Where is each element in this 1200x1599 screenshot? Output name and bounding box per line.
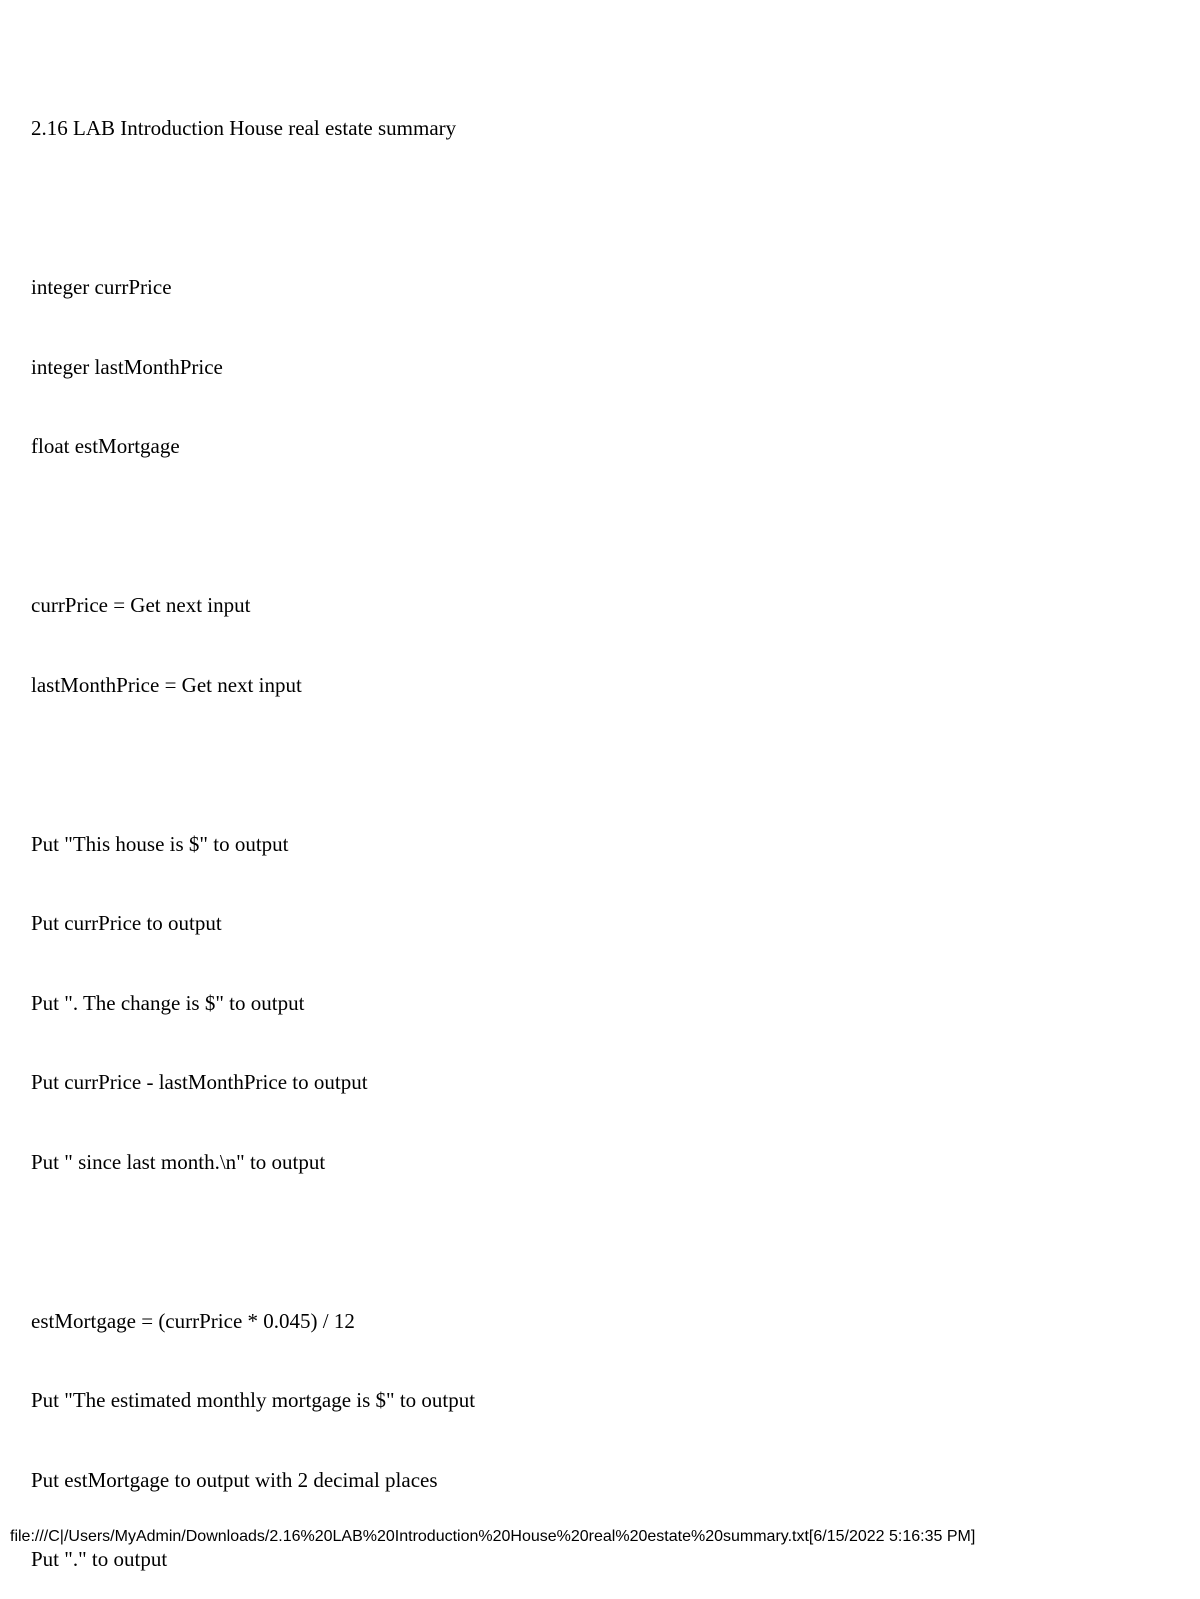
code-line: Put estMortgage to output with 2 decimal places: [31, 1467, 438, 1492]
blank-line: [31, 751, 475, 778]
code-line: integer currPrice: [31, 275, 172, 299]
file-path-footer: file:///C|/Users/MyAdmin/Downloads/2.16%20LAB%20Introduction%20House%20real%20estate%20summary.txt[6/15/2022 5:16:35 PM]: [10, 1528, 976, 1545]
code-line: estMortgage = (currPrice * 0.045) / 12: [31, 1308, 355, 1333]
code-line: Put ". The change is $" to output: [31, 990, 305, 1015]
code-line: float estMortgage: [31, 434, 180, 458]
blank-line: [31, 1228, 475, 1255]
blank-line: [31, 513, 475, 540]
code-line: Put currPrice - lastMonthPrice to output: [31, 1070, 368, 1094]
document-title: 2.16 LAB Introduction House real estate summary: [31, 116, 457, 140]
code-line: Put " since last month.\n" to output: [31, 1149, 326, 1174]
code-line: Put currPrice to output: [31, 911, 222, 935]
document-body: [31, 62, 475, 1599]
code-line: Put "The estimated monthly mortgage is $" to output: [31, 1388, 476, 1412]
code-line: Put "." to output: [31, 1547, 168, 1571]
code-line: Put "This house is $" to output: [31, 831, 289, 856]
code-line: integer lastMonthPrice: [31, 354, 223, 379]
blank-line: [31, 195, 475, 222]
code-line: currPrice = Get next input: [31, 593, 251, 617]
code-line: lastMonthPrice = Get next input: [31, 672, 302, 697]
